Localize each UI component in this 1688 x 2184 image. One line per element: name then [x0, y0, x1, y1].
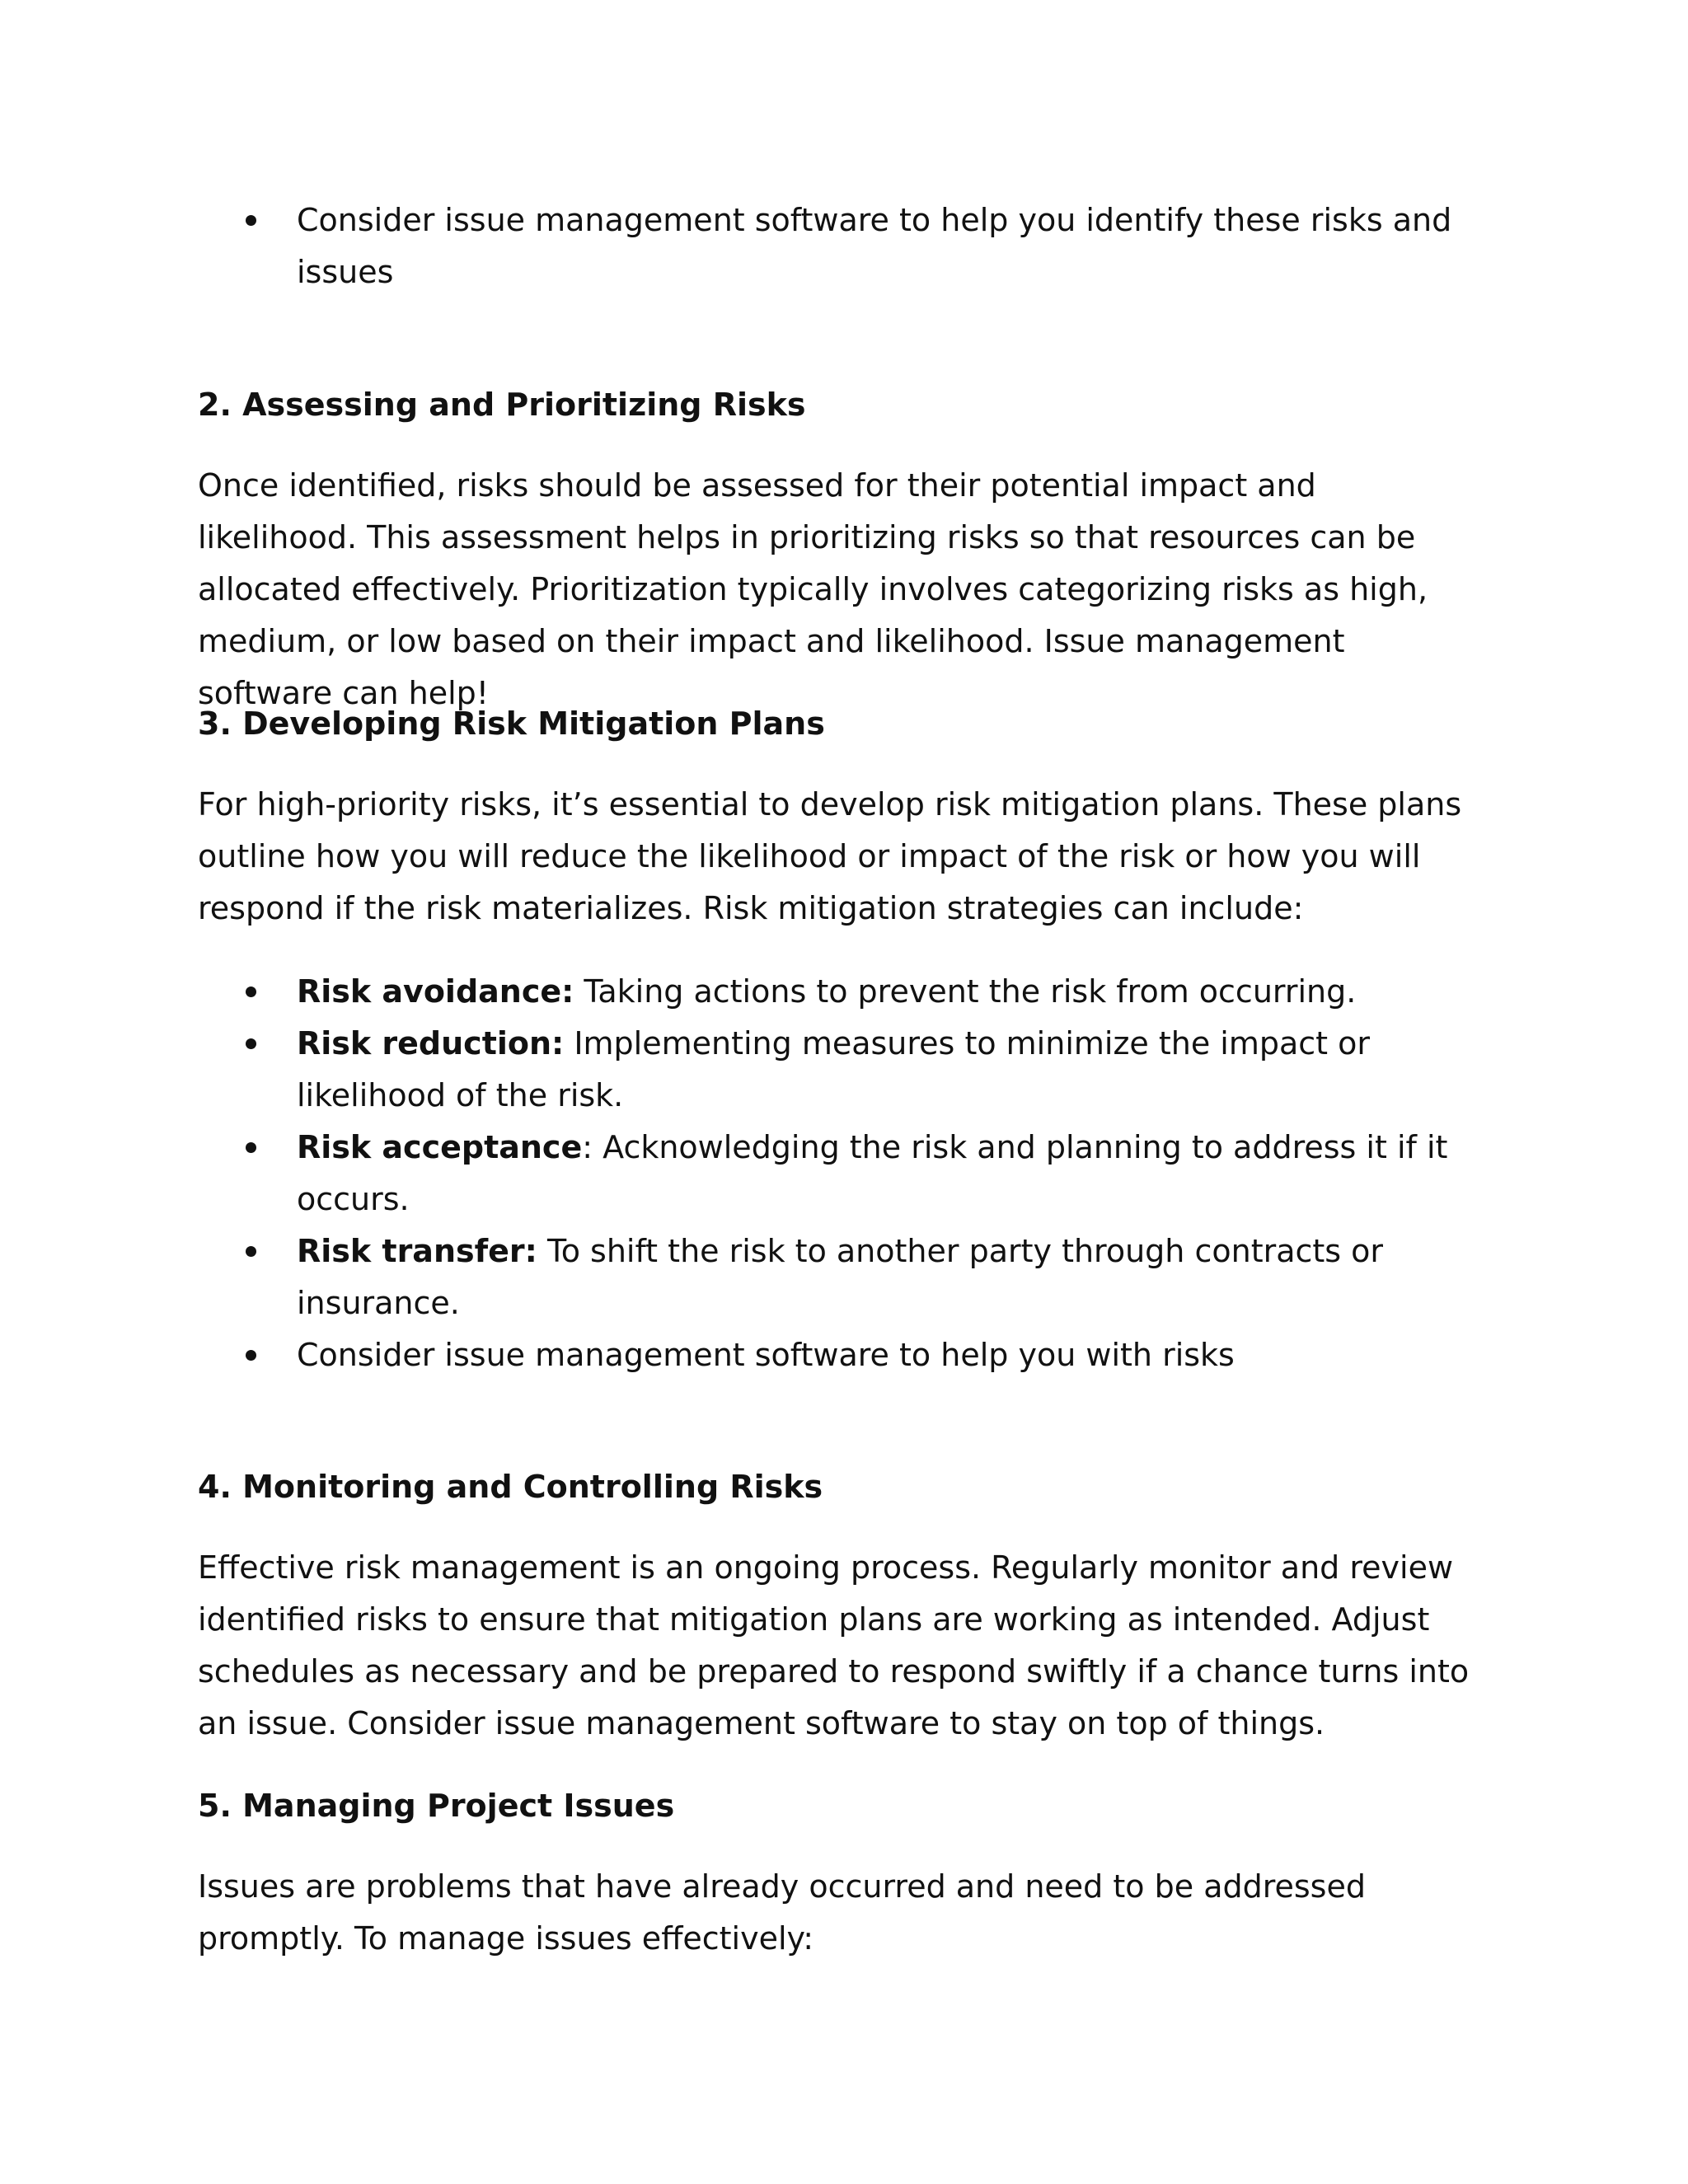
strategy-description: Implementing measures to minimize the impact or likelihood of the risk.: [297, 1025, 1371, 1113]
section-4-body: [198, 1542, 1484, 1750]
strategy-term: Risk reduction:: [297, 1025, 565, 1062]
section-paragraph: Issues are problems that have already occurred and need to be addressed promptly. To manage issues effectively:: [198, 1868, 1366, 1957]
section-heading: 5. Managing Project Issues: [198, 1788, 675, 1824]
section-paragraph: Effective risk management is an ongoing process. Regularly monitor and review identified risks to ensure that mitigation plans are working as intended. Adjust schedules as necessary and be prepared to respond swiftly if a chance turns into an issue. Consider issue management software to stay on top of things.: [198, 1549, 1470, 1741]
bullet-icon: [246, 1142, 256, 1153]
section-heading: 3. Developing Risk Mitigation Plans: [198, 705, 825, 742]
section-2: [198, 379, 1484, 431]
strategy-description: To shift the risk to another party through contracts or insurance.: [297, 1233, 1384, 1321]
list-item: [198, 1226, 1484, 1329]
list-item-text: Consider issue management software to help you identify these risks and issues: [297, 202, 1452, 290]
strategy-term: Risk transfer:: [297, 1233, 537, 1269]
strategy-description: Taking actions to prevent the risk from occurring.: [574, 973, 1357, 1010]
section-5: [198, 1780, 1484, 1832]
list-item: [198, 1329, 1484, 1381]
strategy-description: : Acknowledging the risk and planning to address it if it occurs.: [297, 1129, 1448, 1217]
section-paragraph: For high-priority risks, it’s essential to develop risk mitigation plans. These plans outline how you will reduce the likelihood or impact of the risk or how you will respond if the risk materializes. Risk mitigation strategies can include:: [198, 786, 1462, 926]
bullet-icon: [246, 1246, 256, 1257]
section-3: [198, 698, 1484, 750]
section-heading: 4. Monitoring and Controlling Risks: [198, 1469, 823, 1505]
section-5-body: [198, 1861, 1484, 1965]
strategy-term: Risk acceptance: [297, 1129, 583, 1165]
intro-bullet-list: [198, 194, 1484, 298]
strategies-list-wrapper: [198, 966, 1484, 1381]
strategy-description: Consider issue management software to help you with risks: [297, 1337, 1235, 1373]
section-2-body: [198, 460, 1484, 719]
bullet-icon: [246, 215, 256, 226]
list-item: [198, 194, 1484, 298]
list-item: [198, 966, 1484, 1018]
bullet-icon: [246, 1350, 256, 1361]
list-item: [198, 1018, 1484, 1122]
strategies-list: [198, 966, 1484, 1381]
section-heading: 2. Assessing and Prioritizing Risks: [198, 387, 806, 423]
section-4: [198, 1461, 1484, 1513]
list-item: [198, 1122, 1484, 1226]
strategy-term: Risk avoidance:: [297, 973, 574, 1010]
section-3-body: [198, 779, 1484, 935]
bullet-icon: [246, 1038, 256, 1049]
section-paragraph: Once identified, risks should be assessed for their potential impact and likelihood. This assessment helps in prioritizing risks so that resources can be allocated effectively. Prioritization typically involves categorizing risks as high, medium, or low based on their impact and likelihood. Issue management software can help!: [198, 467, 1428, 711]
bullet-icon: [246, 987, 256, 997]
intro-list: [198, 194, 1484, 298]
